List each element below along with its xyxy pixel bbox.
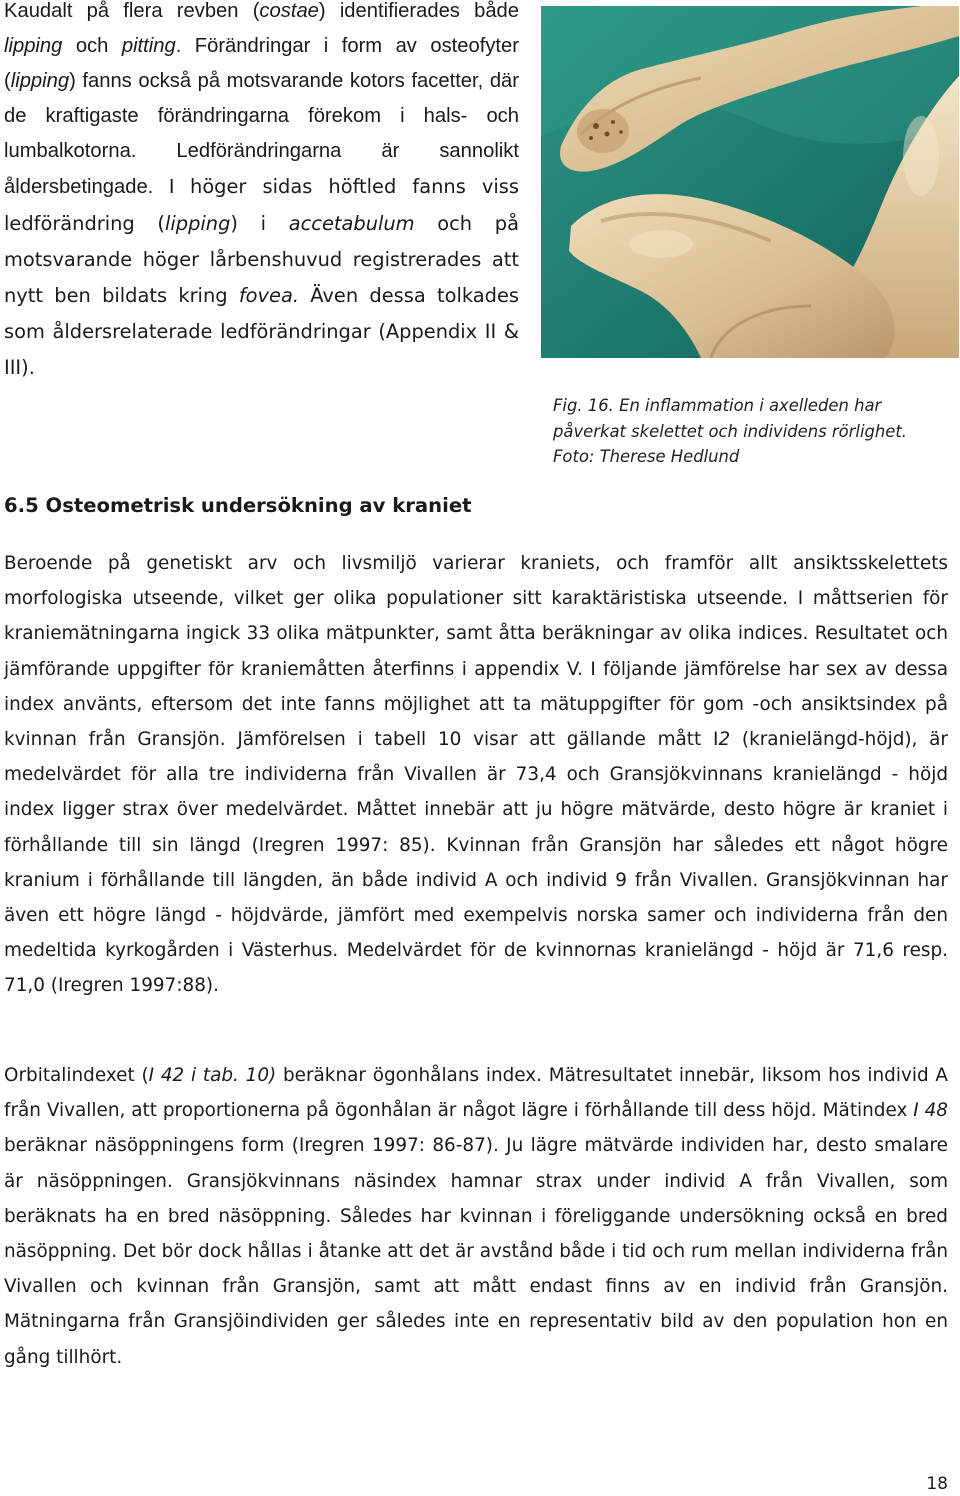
text-run: (kranielängd-höjd), är medelvärdet för alla tre individerna från Vivallen är 73,4 och Gransjökvinnans kranielängd - höjd index ligger strax över medelvärdet. Måttet innebär att ju högre mätvärde, desto högre är kraniet i förhållande till sin längd (Iregren 1997: 85). Kvinnan från Gransjön har således ett något högre kranium i förhållande till längden, än både individ A och individ 9 från Vivallen. Gransjökvinnan har även ett högre längd - höjdvärde, jämfört med exempelvis norska samer och individerna från den medeltida kyrkogården i Västerhus. Medelvärdet för de kvinnornas kranielängd - höjd är 71,6 resp. 71,0 (Iregren 1997:88). xyxy=(4,729,948,997)
italic-term: I 42 i tab. 10) xyxy=(148,1065,277,1086)
italic-term: lipping xyxy=(4,35,63,58)
text-run: ) identifierades både xyxy=(318,0,520,22)
text-run: Beroende på genetiskt arv och livsmiljö varierar kraniets, och framför allt ansiktsskelettets morfologiska utseende, vilket ger olika populationer sitt karaktäristiska utseende. I måttserien för kraniemätningarna ingick 33 olika mätpunkter, samt åtta beräkningar av olika indices. Resultatet och jämförande uppgifter för kraniemåtten återfinns i appendix V. I följande jämförelse har sex av dessa index använts, eftersom det inte fanns möjlighet att ta mätuppgifter för gom -och ansiktsindex på kvinnan från Gransjön. Jämförelsen i tabell 10 visar att gällande mått I xyxy=(4,553,948,751)
italic-term: accetabulum xyxy=(288,211,415,235)
text-run: Kaudalt på flera revben ( xyxy=(4,0,260,22)
italic-term: 2 xyxy=(718,729,731,751)
text-run: och på motsvarande höger lårbenshuvud registrerades att nytt ben bildats kring xyxy=(4,211,519,307)
bone-photo xyxy=(541,6,959,358)
italic-term: pitting xyxy=(121,35,176,58)
text-run: och xyxy=(62,35,122,58)
caption-credit: Foto: Therese Hedlund xyxy=(553,447,740,467)
italic-term: I 48 xyxy=(913,1100,949,1122)
figure-caption xyxy=(553,393,953,470)
text-run: beräknar näsöppningens form (Iregren 1997: 86-87). Ju lägre mätvärde individen har, desto smalare är näsöppningen. Gransjökvinnans näsindex hamnar strax under individ A från Vivallen, som beräknats ha en bred näsöppning. Således har kvinnan i föreliggande undersökning också en bred näsöppning. Det bör dock hållas i åtanke att det är avstånd både i tid och rum mellan individerna från Vivallen och kvinnan från Gransjön, samt att mått endast finns av en individ från Gransjön. Mätningarna från Gransjöindividen ger således inte en representativ bild av den population hon en gång tillhört. xyxy=(4,1135,948,1368)
text-run: höger sidas höftled fanns viss ledförändring ( xyxy=(4,175,519,235)
body-paragraph-2 xyxy=(4,1058,948,1375)
top-paragraph xyxy=(4,0,519,386)
section-heading: 6.5 Osteometrisk undersökning av kraniet xyxy=(4,494,472,517)
text-run: ) i xyxy=(230,211,289,235)
text-run: beräknar ögonhålans index. Mätresultatet innebär, liksom hos individ A från Vivallen, att proportionerna på ögonhålan är något lägre i förhållande till dess höjd. Mätindex xyxy=(4,1065,948,1122)
text-run: . Förändringar i form av osteofyter ( xyxy=(4,35,519,93)
caption-line: påverkat skelettet och individens rörlighet. xyxy=(553,421,908,441)
italic-term: costae xyxy=(259,0,319,22)
text-run: ) fanns också på motsvarande kotors facetter, där de kraftigaste förändringarna förekom i hals- och lumbalkotorna. Ledförändringarna är sannolikt åldersbetingade. I xyxy=(4,70,519,199)
page-number: 18 xyxy=(926,1474,948,1494)
text-run: Även dessa tolkades som åldersrelaterade ledförändringar (Appendix II & III). xyxy=(4,283,519,379)
body-paragraph-1 xyxy=(4,546,948,1004)
bone-photo-image xyxy=(541,6,959,358)
italic-term: fovea. xyxy=(238,283,299,307)
italic-term: lipping xyxy=(10,70,70,93)
italic-term: lipping xyxy=(165,211,231,235)
caption-line: Fig. 16. En inflammation i axelleden har xyxy=(553,396,882,415)
text-run: Orbitalindexet ( xyxy=(4,1065,149,1086)
